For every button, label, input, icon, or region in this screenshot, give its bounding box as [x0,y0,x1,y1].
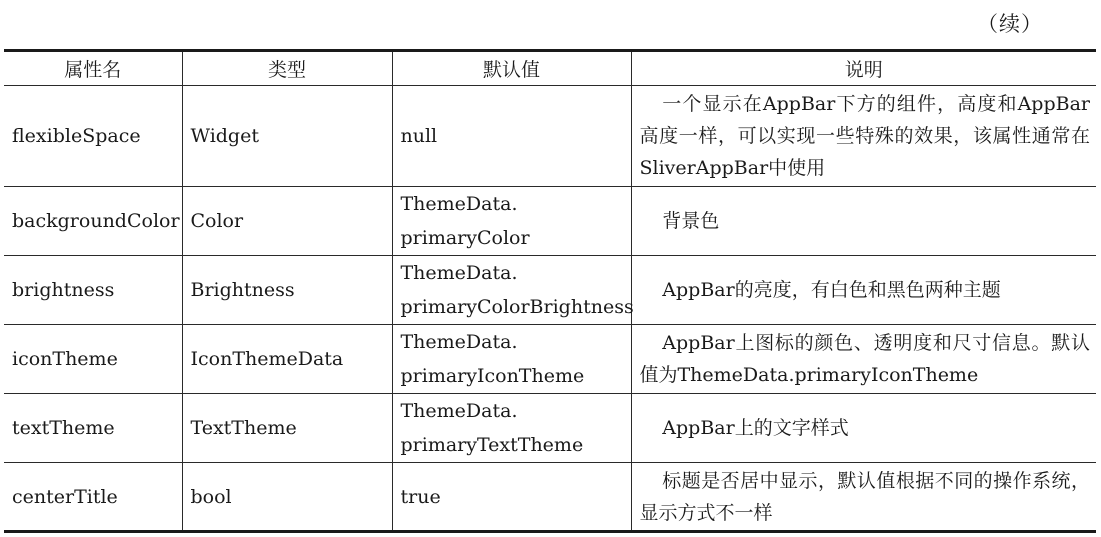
default-line-1: ThemeData. [400,400,518,422]
cell-name: flexibleSpace [4,86,182,187]
properties-table [4,49,1096,533]
description-text: AppBar的亮度，有白色和黑色两种主题 [662,279,1001,301]
cell-default [392,256,634,325]
cell-default [392,86,631,187]
default-line-1: ThemeData. [400,331,518,353]
default-line-2: primaryIconTheme [400,365,585,387]
header-description: 说明 [631,51,1096,86]
default-line-1: ThemeData. [400,262,518,284]
header-type: 类型 [182,51,392,86]
table-row [4,463,1096,532]
default-line-1: null [400,125,438,147]
cell-type: Widget [182,86,392,187]
description-text: AppBar上的文字样式 [662,417,849,439]
description-text: 一个显示在AppBar下方的组件，高度和AppBar高度一样，可以实现一些特殊的效果，该属性通常在SliverAppBar中使用 [639,93,1090,179]
cell-name: iconTheme [4,325,182,394]
cell-description [631,463,1096,532]
cell-description [631,256,1096,325]
cell-default [392,394,631,463]
cell-name: textTheme [4,394,182,463]
default-line-2: primaryTextTheme [400,434,584,456]
cell-type: Color [182,187,392,256]
cell-default [392,463,631,532]
cell-name: backgroundColor [4,187,182,256]
header-default: 默认值 [392,51,631,86]
cell-type: IconThemeData [182,325,392,394]
table-row [4,256,1096,325]
cell-description [631,86,1096,187]
table-header-row [4,51,1096,86]
cell-type: TextTheme [182,394,392,463]
description-text: 背景色 [662,210,720,232]
default-line-2: primaryColorBrightness [400,296,634,318]
header-name: 属性名 [4,51,182,86]
cell-name: brightness [4,256,182,325]
table-row [4,86,1096,187]
table-row [4,325,1096,394]
cell-name: centerTitle [4,463,182,532]
cell-description [631,325,1096,394]
cell-description [631,394,1096,463]
continued-label: （续） [977,12,1043,36]
default-line-1: ThemeData. [400,193,518,215]
cell-type: Brightness [182,256,392,325]
cell-description [631,187,1096,256]
cell-default [392,325,631,394]
cell-default [392,187,631,256]
table-row [4,394,1096,463]
default-line-2: primaryColor [400,227,530,249]
table-row [4,187,1096,256]
description-text: AppBar上图标的颜色、透明度和尺寸信息。默认值为ThemeData.primaryIconTheme [639,332,1090,386]
cell-type: bool [182,463,392,532]
description-text: 标题是否居中显示，默认值根据不同的操作系统，显示方式不一样 [639,469,1090,524]
default-line-1: true [400,485,441,508]
